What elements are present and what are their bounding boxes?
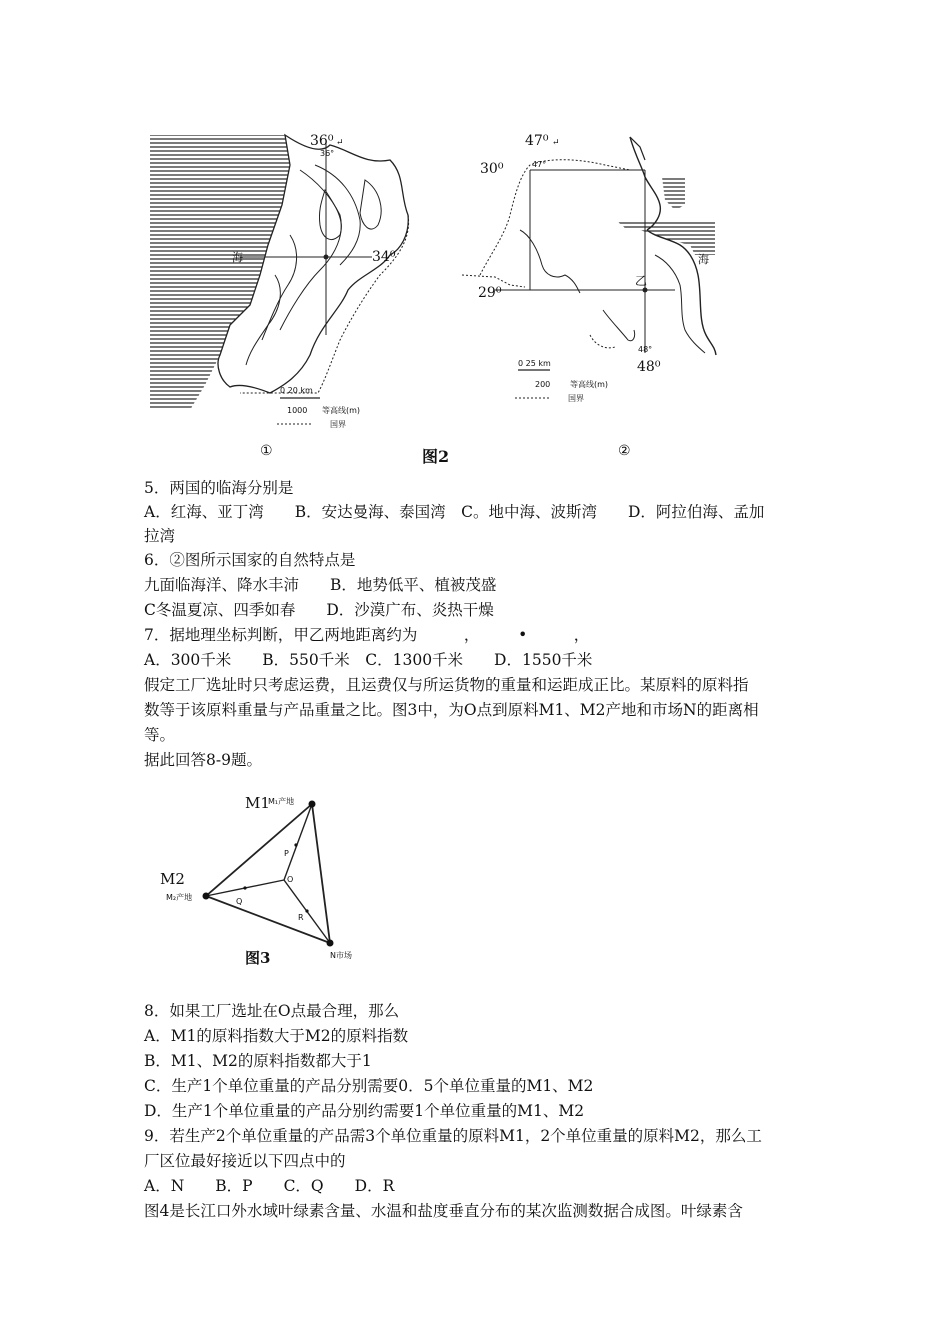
figure-2 xyxy=(150,125,730,470)
map1-contour-value: 1000 xyxy=(287,406,308,415)
map-2 xyxy=(462,133,716,459)
edge-m1-m2 xyxy=(206,804,312,896)
map1-panel-label: ① xyxy=(260,443,273,459)
point-n xyxy=(327,940,334,947)
intro-line-3: 等。 xyxy=(144,726,176,744)
map2-lon-bottom: 48⁰ xyxy=(637,359,661,375)
map2-panel-label: ② xyxy=(618,443,631,459)
label-q: Q xyxy=(236,897,243,906)
map2-lon-top: 47⁰ xyxy=(525,133,549,149)
q7-options: A．300千米 B．550千米 C．1300千米 D．1550千米 xyxy=(144,651,593,669)
q8-option-a: A．M1的原料指数大于M2的原料指数 xyxy=(144,1027,409,1045)
point-q xyxy=(243,886,246,889)
q9-options: A．N B．P C．Q D．R xyxy=(144,1177,395,1195)
map2-sea-label: 海 xyxy=(698,253,709,266)
map1-contour-legend: 等高线(m) xyxy=(322,406,361,415)
q6-stem: 6．②图所示国家的自然特点是 xyxy=(144,551,356,569)
q5-stem: 5．两国的临海分别是 xyxy=(144,479,294,497)
label-n: N市场 xyxy=(330,951,352,960)
map2-lat-top: 30⁰ xyxy=(480,161,504,177)
fig4-intro: 图4是长江口外水域叶绿素含量、水温和盐度垂直分布的某次监测数据合成图。叶绿素含 xyxy=(144,1202,743,1220)
q7-stem: 7．据地理坐标判断，甲乙两地距离约为 ， • ， xyxy=(144,626,590,644)
map1-edit-mark: ↵ xyxy=(336,138,344,148)
q8-option-c: C．生产1个单位重量的产品分别需要0．5个单位重量的M1、M2 xyxy=(144,1077,594,1095)
q9-stem-cont: 厂区位最好接近以下四点中的 xyxy=(144,1152,346,1170)
q6-options-cd: C冬温夏凉、四季如春 D．沙漠广布、炎热干燥 xyxy=(144,601,494,619)
figure-3-caption: 图3 xyxy=(245,949,271,967)
intro-line-2: 数等于该原料重量与产品重量之比。图3中，为O点到原料M1、M2产地和市场N的距离相 xyxy=(144,701,759,719)
label-r: R xyxy=(298,913,304,922)
map2-lon-bottom-small: 48° xyxy=(638,345,653,354)
q9-stem: 9．若生产2个单位重量的产品需3个单位重量的原料M1，2个单位重量的原料M2，那么工 xyxy=(144,1127,762,1145)
q5-options-cont: 拉湾 xyxy=(144,527,176,545)
q8-option-b: B．M1、M2的原料指数都大于1 xyxy=(144,1052,372,1070)
map2-contour-value: 200 xyxy=(535,380,551,389)
map2-lat-top-small: 47° xyxy=(532,160,547,169)
q5-options: A．红海、亚丁湾 B．安达曼海、泰国湾 C。地中海、波斯湾 D．阿拉伯海、孟加 xyxy=(144,503,765,521)
map1-lat-top: 36⁰ xyxy=(310,133,334,149)
intro-line-1: 假定工厂选址时只考虑运费，且运费仅与所运货物的重量和运距成正比。某原料的原料指 xyxy=(144,676,749,694)
figure-2-caption: 图2 xyxy=(422,447,450,466)
map1-scale: 0 20 km xyxy=(280,386,313,395)
map-1 xyxy=(150,133,640,459)
map2-lat-bottom: 29⁰ xyxy=(478,285,502,301)
label-m1-sub: M₁产地 xyxy=(268,797,295,806)
label-m1: M1 xyxy=(245,794,270,812)
edge-m2-n xyxy=(206,896,330,943)
map2-contour-legend: 等高线(m) xyxy=(570,380,609,389)
map1-sea-label: 海 xyxy=(232,251,243,264)
map1-lat-top-small: 36° xyxy=(320,149,335,158)
point-m1 xyxy=(309,801,316,808)
label-p: P xyxy=(284,849,289,858)
q6-options-ab: 九面临海洋、降水丰沛 B．地势低平、植被茂盛 xyxy=(144,576,497,594)
map1-border-legend: 国界 xyxy=(330,420,346,429)
map1-lon-right: 34⁰ xyxy=(372,249,396,265)
q8-stem: 8．如果工厂选址在O点最合理，那么 xyxy=(144,1002,400,1020)
map2-border-legend: 国界 xyxy=(568,394,584,403)
figure-3 xyxy=(150,780,380,980)
point-m2 xyxy=(203,893,210,900)
map2-scale: 0 25 km xyxy=(518,359,551,368)
label-m2: M2 xyxy=(160,870,185,888)
label-m2-sub: M₂产地 xyxy=(166,893,193,902)
point-p xyxy=(294,843,297,846)
map2-point-label: 乙 xyxy=(635,274,648,288)
intro-line-4: 据此回答8-9题。 xyxy=(144,751,262,769)
q8-option-d: D．生产1个单位重量的产品分别约需要1个单位重量的M1、M2 xyxy=(144,1102,585,1120)
label-o: O xyxy=(287,875,294,884)
map2-edit-mark-top: ↵ xyxy=(552,138,560,148)
point-r xyxy=(305,909,308,912)
